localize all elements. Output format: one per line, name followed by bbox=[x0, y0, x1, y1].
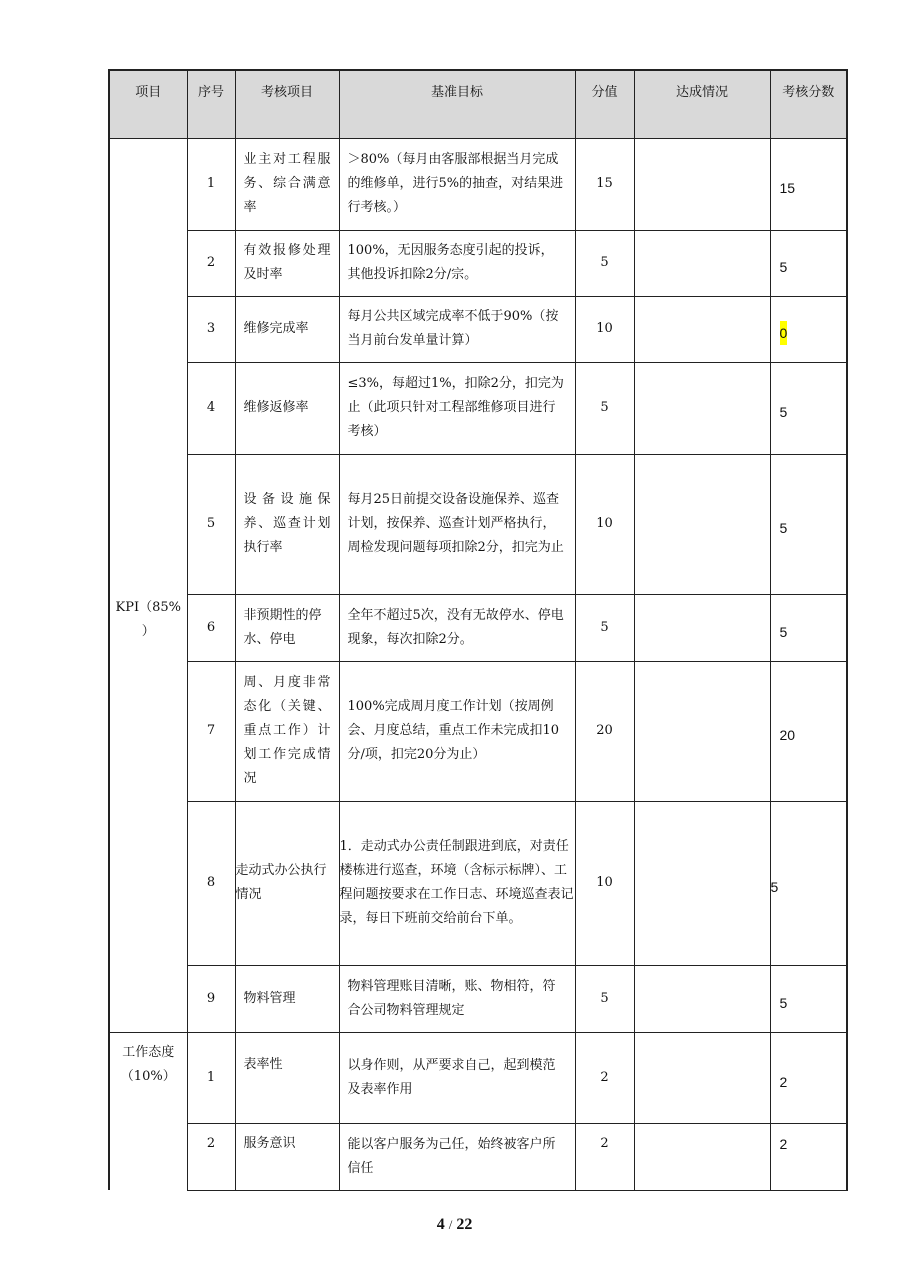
row-points: 5 bbox=[575, 362, 634, 454]
table-row bbox=[109, 230, 847, 296]
row-no: 5 bbox=[187, 454, 235, 594]
row-item: 非预期性的停水、停电 bbox=[235, 594, 339, 661]
row-no: 3 bbox=[187, 296, 235, 362]
row-target: 每月公共区域完成率不低于90%（按当月前台发单量计算） bbox=[339, 296, 575, 362]
row-item: 走动式办公执行情况 bbox=[235, 801, 339, 965]
row-score bbox=[770, 1123, 847, 1190]
row-points: 2 bbox=[575, 1123, 634, 1190]
category-attitude bbox=[109, 1032, 187, 1190]
table-row bbox=[109, 661, 847, 801]
header-points: 分值 bbox=[575, 70, 634, 138]
header-no: 序号 bbox=[187, 70, 235, 138]
row-points: 5 bbox=[575, 594, 634, 661]
row-points: 10 bbox=[575, 454, 634, 594]
row-result[interactable] bbox=[634, 138, 770, 230]
row-item: 服务意识 bbox=[235, 1123, 339, 1190]
row-score-value: 5 bbox=[779, 259, 788, 275]
row-points: 10 bbox=[575, 801, 634, 965]
row-item: 业主对工程服务、综合满意率 bbox=[235, 138, 339, 230]
row-score bbox=[770, 296, 847, 362]
row-target: 以身作则，从严要求自己，起到模范及表率作用 bbox=[339, 1032, 575, 1123]
row-score-value: 15 bbox=[779, 180, 796, 196]
row-score-value: 2 bbox=[779, 1073, 788, 1090]
row-result[interactable] bbox=[634, 230, 770, 296]
category-kpi-line1: KPI（85% bbox=[115, 600, 181, 615]
row-no: 4 bbox=[187, 362, 235, 454]
table-row bbox=[109, 296, 847, 362]
row-item: 周、月度非常态化（关键、重点工作）计划工作完成情况 bbox=[235, 661, 339, 801]
category-kpi-line2: ） bbox=[141, 624, 155, 639]
category-attitude-line2: （10%） bbox=[120, 1068, 176, 1084]
table-row bbox=[109, 454, 847, 594]
header-target: 基准目标 bbox=[339, 70, 575, 138]
table-row bbox=[109, 594, 847, 661]
row-target: 全年不超过5次，没有无故停水、停电现象，每次扣除2分。 bbox=[339, 594, 575, 661]
row-result[interactable] bbox=[634, 296, 770, 362]
row-item: 表率性 bbox=[235, 1032, 339, 1123]
kpi-assessment-table bbox=[108, 69, 848, 1191]
row-item: 有效报修处理及时率 bbox=[235, 230, 339, 296]
row-points: 2 bbox=[575, 1032, 634, 1123]
row-score-value: 20 bbox=[779, 727, 796, 743]
row-no: 9 bbox=[187, 965, 235, 1032]
row-result[interactable] bbox=[634, 1123, 770, 1190]
row-score bbox=[770, 138, 847, 230]
header-result: 达成情况 bbox=[634, 70, 770, 138]
table-row bbox=[109, 1032, 847, 1123]
page-current: 4 bbox=[436, 1216, 445, 1233]
row-result[interactable] bbox=[634, 965, 770, 1032]
row-score bbox=[770, 1032, 847, 1123]
row-item: 维修完成率 bbox=[235, 296, 339, 362]
row-points: 15 bbox=[575, 138, 634, 230]
row-target: ≤3%，每超过1%，扣除2分，扣完为止（此项只针对工程部维修项目进行考核） bbox=[339, 362, 575, 454]
category-attitude-line1: 工作态度 bbox=[122, 1044, 175, 1060]
row-target: ＞80%（每月由客服部根据当月完成的维修单，进行5%的抽查，对结果进行考核。） bbox=[339, 138, 575, 230]
table-header-row bbox=[109, 70, 847, 138]
row-item: 维修返修率 bbox=[235, 362, 339, 454]
table-row bbox=[109, 362, 847, 454]
row-score-value: 5 bbox=[779, 520, 788, 536]
header-project: 项目 bbox=[109, 70, 187, 138]
row-result[interactable] bbox=[634, 594, 770, 661]
category-kpi bbox=[109, 138, 187, 1032]
header-score: 考核分数 bbox=[770, 70, 847, 138]
row-no: 6 bbox=[187, 594, 235, 661]
row-no: 2 bbox=[187, 230, 235, 296]
row-score-value: 5 bbox=[779, 404, 788, 420]
table-row bbox=[109, 965, 847, 1032]
page-number bbox=[0, 1216, 909, 1234]
row-target: 能以客户服务为己任，始终被客户所信任 bbox=[339, 1123, 575, 1190]
row-target: 物料管理账目清晰，账、物相符，符合公司物料管理规定 bbox=[339, 965, 575, 1032]
row-target: 1．走动式办公责任制跟进到底，对责任楼栋进行巡查，环境（含标示标牌）、工程问题按要求在工作日志、环境巡查表记录，每日下班前交给前台下单。 bbox=[339, 801, 575, 965]
row-points: 20 bbox=[575, 661, 634, 801]
row-score bbox=[770, 230, 847, 296]
row-no: 2 bbox=[187, 1123, 235, 1190]
table-row bbox=[109, 138, 847, 230]
row-score bbox=[770, 594, 847, 661]
row-score bbox=[770, 362, 847, 454]
row-score-value: 5 bbox=[779, 994, 788, 1011]
row-no: 7 bbox=[187, 661, 235, 801]
row-item: 物料管理 bbox=[235, 965, 339, 1032]
row-score-value: 5 bbox=[770, 879, 779, 895]
table-row bbox=[109, 801, 847, 965]
row-result[interactable] bbox=[634, 801, 770, 965]
row-no: 8 bbox=[187, 801, 235, 965]
table-row bbox=[109, 1123, 847, 1190]
page-separator: / bbox=[448, 1217, 453, 1232]
row-item: 设备设施保养、巡查计划执行率 bbox=[235, 454, 339, 594]
header-item: 考核项目 bbox=[235, 70, 339, 138]
row-score-value-highlighted: 0 bbox=[780, 321, 788, 345]
row-result[interactable] bbox=[634, 362, 770, 454]
row-score-value: 5 bbox=[779, 623, 788, 640]
row-target: 100%完成周月度工作计划（按周例会、月度总结，重点工作未完成扣10分/项，扣完20分为止） bbox=[339, 661, 575, 801]
row-target: 每月25日前提交设备设施保养、巡查计划，按保养、巡查计划严格执行，周检发现问题每项扣除2分，扣完为止 bbox=[339, 454, 575, 594]
row-score bbox=[770, 965, 847, 1032]
row-points: 5 bbox=[575, 230, 634, 296]
row-no: 1 bbox=[187, 138, 235, 230]
row-result[interactable] bbox=[634, 1032, 770, 1123]
row-result[interactable] bbox=[634, 661, 770, 801]
row-points: 10 bbox=[575, 296, 634, 362]
row-no: 1 bbox=[187, 1032, 235, 1123]
row-target: 100%，无因服务态度引起的投诉，其他投诉扣除2分/宗。 bbox=[339, 230, 575, 296]
page-total: 22 bbox=[456, 1216, 473, 1233]
row-score bbox=[770, 661, 847, 801]
row-score-value: 2 bbox=[779, 1135, 788, 1152]
row-result[interactable] bbox=[634, 454, 770, 594]
row-score bbox=[770, 801, 847, 965]
row-score bbox=[770, 454, 847, 594]
row-points: 5 bbox=[575, 965, 634, 1032]
